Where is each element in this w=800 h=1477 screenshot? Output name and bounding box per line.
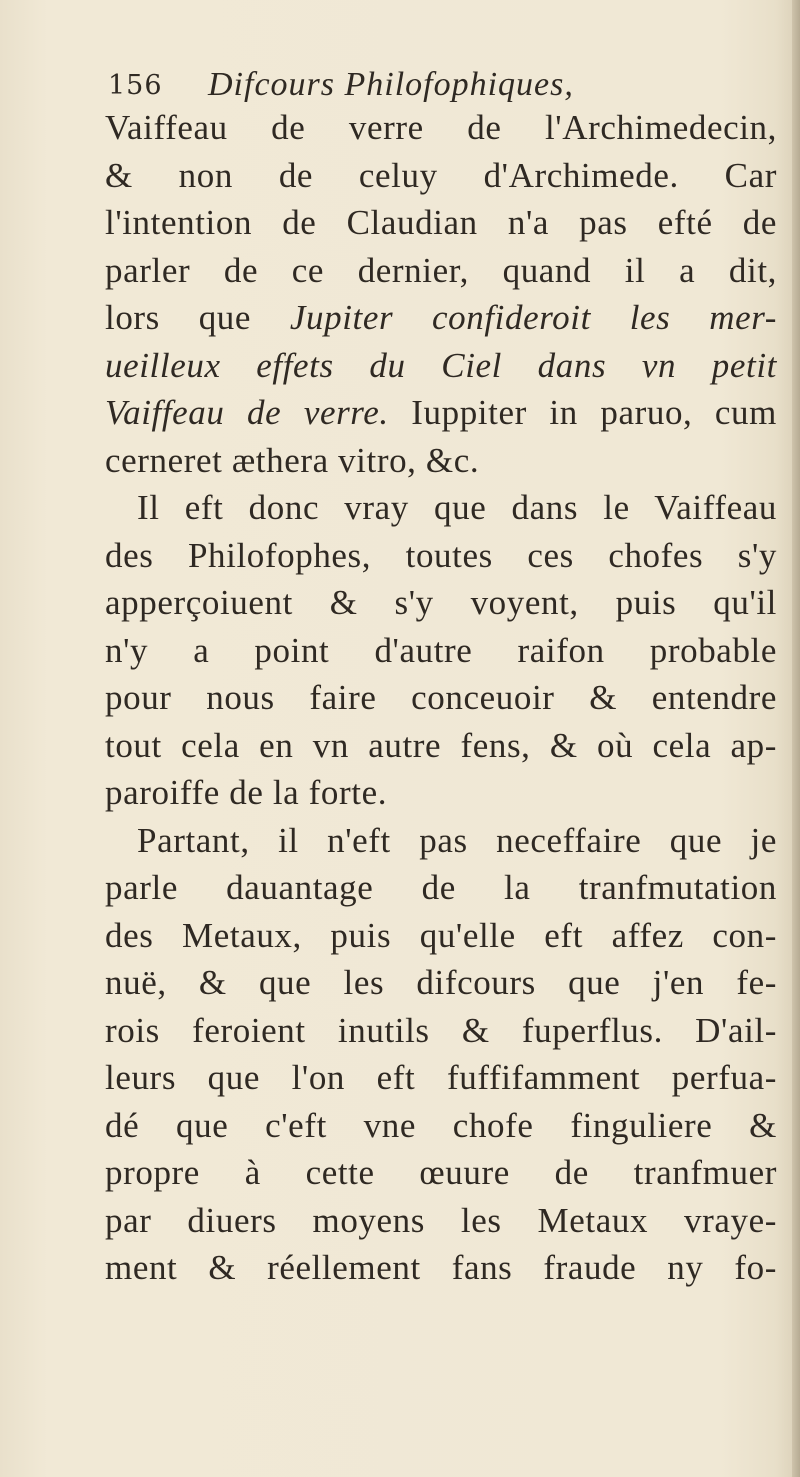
text-line: parle dauantage de la tranfmutation — [105, 868, 777, 907]
italic-text-segment: Vaiffeau de verre. — [105, 393, 389, 432]
text-line: propre à cette œuure de tranfmuer — [105, 1153, 777, 1192]
text-line — [105, 294, 777, 342]
text-line — [105, 389, 777, 437]
text-line: n'y a point d'autre raifon probable — [105, 630, 777, 670]
text-line: par diuers moyens les Metaux vraye- — [105, 1200, 777, 1240]
text-line: rois feroient inutils & fuperflus. D'ail- — [105, 1010, 777, 1050]
text-line: & non de celuy d'Archimede. Car — [105, 155, 777, 195]
text-line: nuë, & que les difcours que j'en fe- — [105, 963, 777, 1002]
text-segment: lors que — [105, 298, 290, 337]
page-number: 156 — [108, 70, 163, 101]
text-line: des Philofophes, toutes ces chofes s'y — [105, 535, 777, 575]
text-line: Il eft donc vray que dans le Vaiffeau — [137, 488, 777, 527]
text-line: ueilleux effets du Ciel dans vn petit — [105, 345, 777, 385]
text-line: ment & réellement fans fraude ny fo- — [105, 1248, 777, 1287]
text-line: tout cela en vn autre fens, & où cela ap- — [105, 725, 777, 765]
page-edge — [792, 0, 800, 1477]
running-title: Difcours Philofophiques, — [208, 66, 574, 103]
italic-text-segment: Jupiter confideroit les mer- — [289, 298, 778, 337]
text-line: des Metaux, puis qu'elle eft affez con- — [105, 915, 777, 955]
text-line: dé que c'eft vne chofe finguliere & — [105, 1105, 777, 1145]
text-line: apperçoiuent & s'y voyent, puis qu'il — [105, 583, 777, 622]
text-line: l'intention de Claudian n'a pas efté de — [105, 203, 777, 242]
text-line: Partant, il n'eft pas neceffaire que je — [137, 820, 777, 860]
text-line: paroiffe de la forte. — [105, 773, 388, 812]
text-line: cerneret æthera vitro, &c. — [105, 440, 480, 480]
body-text — [105, 104, 777, 1292]
text-line: pour nous faire conceuoir & entendre — [105, 678, 777, 717]
text-line: Vaiffeau de verre de l'Archimedecin, — [105, 108, 777, 147]
text-line: leurs que l'on eft fuffifamment perfua- — [105, 1058, 777, 1097]
text-line: parler de ce dernier, quand il a dit, — [105, 250, 777, 290]
text-segment: Iuppiter in paruo, cum — [388, 393, 777, 432]
